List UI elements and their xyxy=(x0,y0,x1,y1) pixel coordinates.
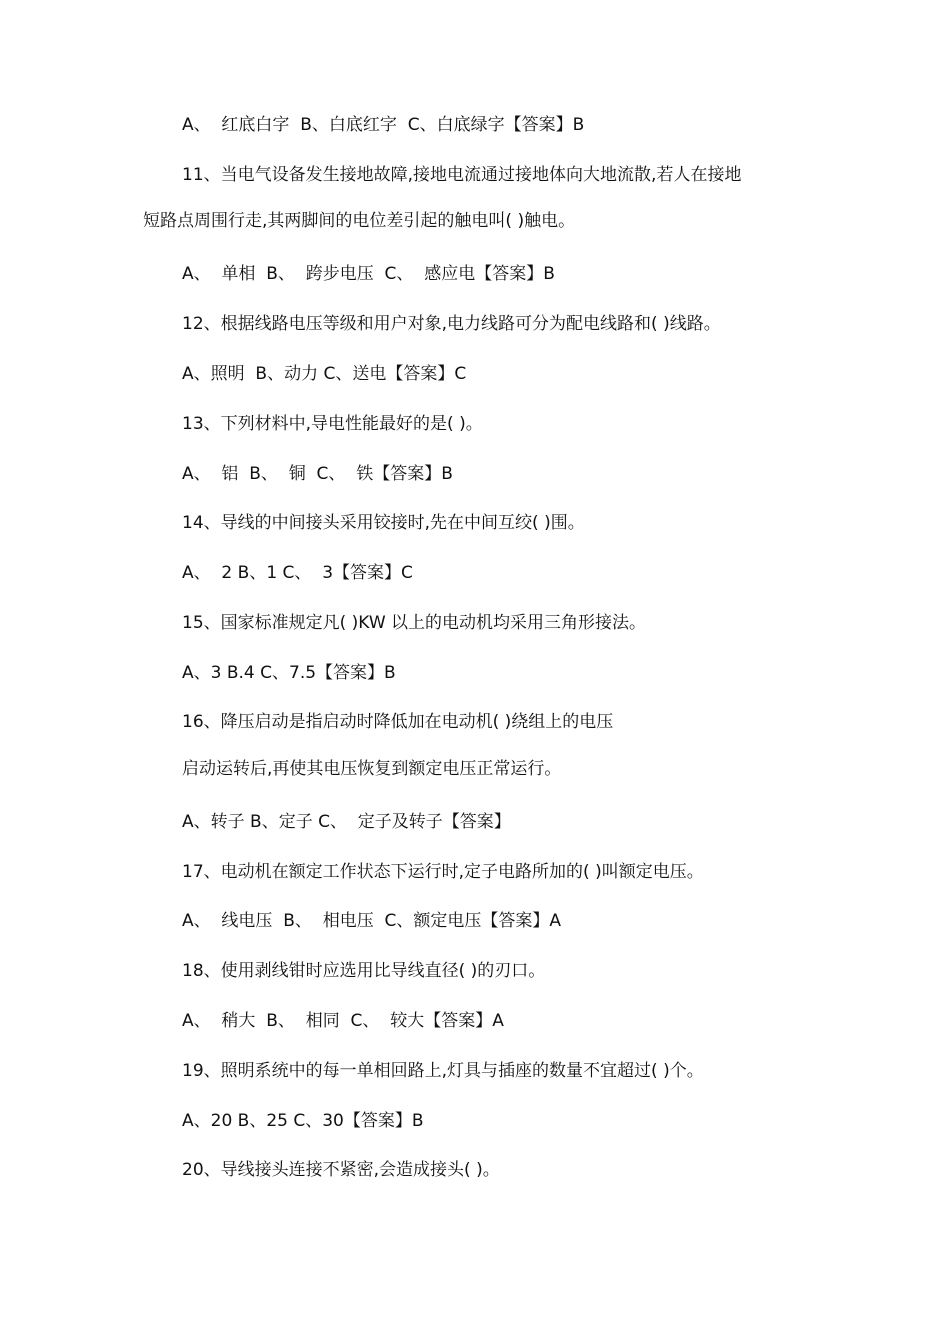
answer-line-q13: A、 铝 B、 铜 C、 铁【答案】B xyxy=(182,464,453,484)
answer-line-q15: A、3 B.4 C、7.5【答案】B xyxy=(182,663,396,683)
answer-line-q10: A、 红底白字 B、白底红字 C、白底绿字【答案】B xyxy=(182,115,585,135)
answer-line-q17: A、 线电压 B、 相电压 C、额定电压【答案】A xyxy=(182,911,562,931)
answer-line-q16: A、转子 B、定子 C、 定子及转子【答案】 xyxy=(182,812,511,832)
question-16: 16、降压启动是指启动时降低加在电动机( )绕组上的电压 xyxy=(182,712,614,732)
question-12: 12、根据线路电压等级和用户对象,电力线路可分为配电线路和( )线路。 xyxy=(182,314,721,334)
answer-line-q11: A、 单相 B、 跨步电压 C、 感应电【答案】B xyxy=(182,264,555,284)
question-20: 20、导线接头连接不紧密,会造成接头( )。 xyxy=(182,1160,500,1180)
question-11: 11、当电气设备发生接地故障,接地电流通过接地体向大地流散,若人在接地 xyxy=(182,165,742,185)
question-13: 13、下列材料中,导电性能最好的是( )。 xyxy=(182,414,483,434)
question-19: 19、照明系统中的每一单相回路上,灯具与插座的数量不宜超过( )个。 xyxy=(182,1061,704,1081)
question-14: 14、导线的中间接头采用铰接时,先在中间互绞( )围。 xyxy=(182,513,585,533)
answer-line-q12: A、照明 B、动力 C、送电【答案】C xyxy=(182,364,467,384)
question-18: 18、使用剥线钳时应选用比导线直径( )的刃口。 xyxy=(182,961,546,981)
question-17: 17、电动机在额定工作状态下运行时,定子电路所加的( )叫额定电压。 xyxy=(182,862,704,882)
answer-line-q18: A、 稍大 B、 相同 C、 较大【答案】A xyxy=(182,1011,504,1031)
answer-line-q19: A、20 B、25 C、30【答案】B xyxy=(182,1111,424,1131)
question-11-continued: 短路点周围行走,其两脚间的电位差引起的触电叫( )触电。 xyxy=(143,211,576,231)
question-15: 15、国家标准规定凡( )KW 以上的电动机均采用三角形接法。 xyxy=(182,613,647,633)
answer-line-q14: A、 2 B、1 C、 3【答案】C xyxy=(182,563,413,583)
question-16-continued: 启动运转后,再使其电压恢复到额定电压正常运行。 xyxy=(182,759,562,779)
